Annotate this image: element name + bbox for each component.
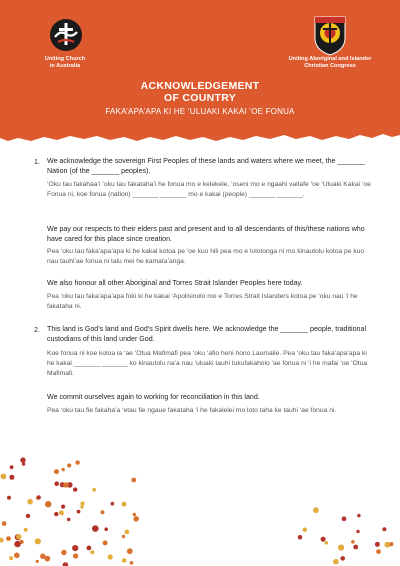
decorative-dot <box>131 478 136 483</box>
decorative-dot <box>37 495 41 499</box>
decorative-dot <box>61 505 65 509</box>
congress-name: Uniting Aboriginal and Islander Christian Congress <box>288 56 372 69</box>
decorative-dot <box>325 541 329 545</box>
decorative-dot <box>125 530 130 535</box>
decorative-dot <box>340 556 345 561</box>
decorative-dot <box>351 540 355 544</box>
decorative-dot <box>61 550 66 555</box>
decorative-dot <box>26 514 30 518</box>
paragraph-tongan: Pea ‘oku tau faka’apa’apa foki ki he kakai ‘Apolisinolo mo e Torres Strait Islanders kotoa pe ‘oku nau ‘i he fakataha ni. <box>47 293 358 310</box>
decorative-dot <box>127 548 133 554</box>
item-number: 1. <box>34 158 40 166</box>
decorative-dot <box>92 488 96 492</box>
decorative-dot <box>6 536 11 541</box>
decorative-dot <box>54 469 59 474</box>
paragraph-english: This land is God’s land and God’s Spirit dwells here. We acknowledge the _______ people, traditional custodians of this land under God. <box>47 325 367 344</box>
header-band <box>0 0 400 152</box>
paragraph-english: We acknowledge the sovereign First Peoples of these lands and waters where we meet, the _______ Nation (of the _______ peoples). <box>47 157 366 176</box>
decorative-dot <box>375 542 380 547</box>
decorative-dot <box>357 514 360 517</box>
decorative-dot <box>24 528 28 532</box>
decorative-dot <box>111 502 115 506</box>
decorative-dot <box>92 525 99 532</box>
decorative-dot <box>133 516 139 522</box>
decorative-dot <box>63 482 68 487</box>
page-subtitle: FAKA’APA’APA KI HE ‘ULUAKI KAKAI ‘OE FONUA <box>105 107 295 116</box>
decorative-dot <box>63 562 69 566</box>
decorative-dot <box>72 545 78 551</box>
paragraph-english: We pay our respects to their elders past and present and to all descendants of this/these nations who have cared for this place since creation. <box>47 225 365 244</box>
paragraph-english: We commit ourselves again to working for reconciliation in this land. <box>47 393 260 401</box>
decorative-dot <box>22 462 25 465</box>
decorative-dot <box>356 530 359 533</box>
decorative-dot <box>27 499 33 505</box>
decorative-dot <box>338 545 344 551</box>
decorative-dot <box>122 502 127 507</box>
decorative-dot <box>353 545 358 550</box>
decorative-dot <box>59 510 64 515</box>
decorative-dot <box>104 527 108 531</box>
decorative-dot <box>321 537 326 542</box>
decorative-dot <box>54 512 58 516</box>
decorative-dot <box>333 559 339 565</box>
decorative-dot <box>133 513 136 516</box>
decorative-dot <box>376 549 381 554</box>
paragraph-tongan: Koe fonua ni koe koloa ia ‘ae ‘Otua Mafimafi pea ‘oku ‘afio heni hono Laumalie. Pea ‘oku tau faka’apa’apa ki he kakai _______ _______ ko kinautolu na’a nau ‘uluaki tauhi tukufakaholo ‘ae fonua ni ‘i he mafai ‘oe ‘Otua Mafimafi. <box>47 350 368 377</box>
decorative-dot <box>45 501 51 507</box>
decorative-dot <box>313 507 319 513</box>
congress-logo <box>312 14 348 56</box>
decorative-dot <box>7 496 11 500</box>
decorative-dot <box>14 553 20 559</box>
decorative-dot <box>20 457 25 462</box>
decorative-dot <box>40 554 45 559</box>
decorative-dot-pattern <box>0 440 400 566</box>
decorative-dot <box>73 487 77 491</box>
decorative-dot <box>35 538 41 544</box>
decorative-dot <box>77 510 81 514</box>
decorative-dot <box>9 475 14 480</box>
uniting-church-name: Uniting Church in Australia <box>44 56 86 69</box>
decorative-dot <box>9 556 13 560</box>
uniting-church-logo <box>49 18 83 52</box>
paragraph-tongan: Pea ‘oku tau faka’apa’apa ki he kakai kotoa pe ‘oe kuo hili pea mo e lolotonga ni mo kinautolu kotoa pe kuo nau tauhi’ae fonua ni talu mei he kamata’anga. <box>47 248 365 265</box>
decorative-dot <box>101 510 105 514</box>
decorative-dot <box>342 516 347 521</box>
decorative-dot <box>61 468 64 471</box>
decorative-dot <box>122 558 127 563</box>
decorative-dot <box>67 518 71 522</box>
decorative-dot <box>73 553 78 558</box>
paragraph-tongan: Pea ‘oku tau fie fakaha’a ‘etau fie ngaue fakataha ‘i he fakalelei mo loto taha ke tauhi ‘ae fonua ni. <box>47 407 337 414</box>
decorative-dot <box>298 535 303 540</box>
page-title: ACKNOWLEDGEMENT OF COUNTRY <box>140 80 260 104</box>
item-number: 2. <box>34 326 40 334</box>
decorative-dot <box>103 540 108 545</box>
decorative-dot <box>87 546 92 551</box>
decorative-dot <box>382 527 386 531</box>
decorative-dot <box>1 474 7 480</box>
decorative-dot <box>80 501 84 505</box>
decorative-dot <box>16 534 21 539</box>
decorative-dot <box>75 460 79 464</box>
decorative-dot <box>14 541 20 547</box>
decorative-dot <box>0 538 4 543</box>
decorative-dot <box>67 463 71 467</box>
paragraph-tongan: ‘Oku tau fakahaa’i ‘oku tau fakataha’i he fonua mo e kelekele, ‘oseni mo e ngaahi vaitafe ‘oe ‘Uluaki Kakai ‘oe Fonua ni, koe fonua (nation) _______ _______ mo e kakai (people) _______ _______. <box>47 181 371 198</box>
decorative-dot <box>303 528 307 532</box>
decorative-dot <box>122 535 125 538</box>
decorative-dot <box>10 465 14 469</box>
decorative-dot <box>130 561 134 565</box>
decorative-dot <box>90 550 94 554</box>
decorative-dot <box>36 560 39 563</box>
paragraph-english: We also honour all other Aboriginal and Torres Strait Islander Peoples here today. <box>47 279 303 287</box>
decorative-dot <box>80 505 84 509</box>
decorative-dot <box>54 481 59 486</box>
decorative-dot <box>2 521 7 526</box>
decorative-dot <box>389 542 393 546</box>
decorative-dot <box>108 554 113 559</box>
